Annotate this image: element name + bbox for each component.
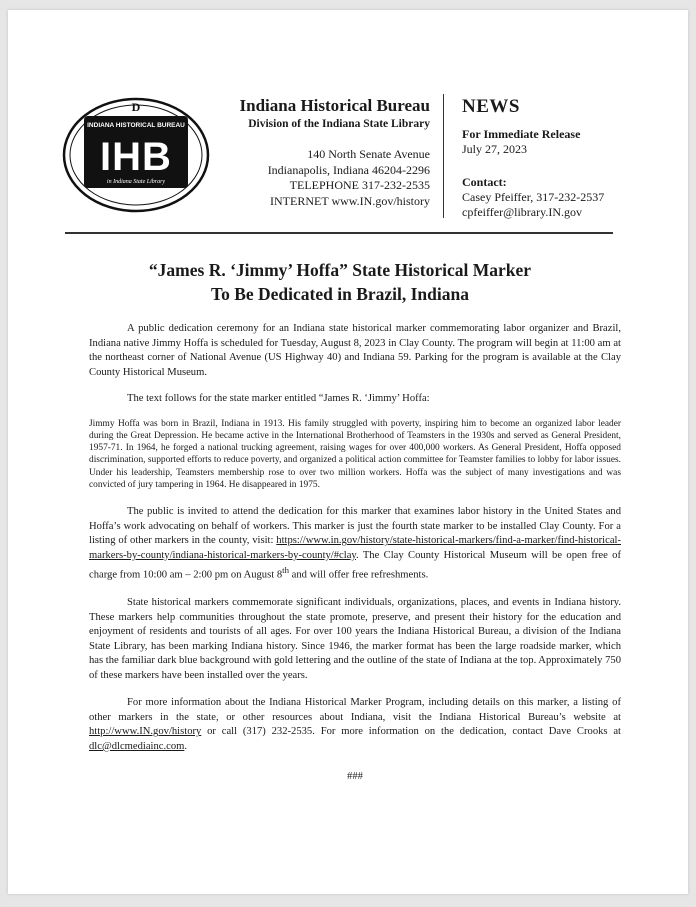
paragraph-more-info [89, 696, 621, 754]
org-internet: INTERNET www.IN.gov/history [270, 193, 430, 208]
org-name: Indiana Historical Bureau [239, 96, 430, 115]
invitation-superscript: th [282, 565, 289, 576]
invitation-text-a: The public is invited to attend the dedication for this marker that examines labor history in the United States and Hoffa’s work advocating on behalf of workers. This marker is just the fourth state marker to be installed Clay County. For a listing of other markers in the county, visit: [89, 506, 621, 547]
org-address [214, 147, 430, 209]
logo-arc-text: INDIANA HISTORICAL BUREAU [87, 122, 185, 129]
org-city: Indianapolis, Indiana 46204-2296 [267, 162, 430, 177]
end-mark: ### [347, 771, 363, 783]
paragraph-about-markers: State historical markers commemorate significant individuals, organizations, places, and events in Indiana history. These markers help communities throughout the state promote, preserve, and present their history for the education and enjoyment of residents and tourists of all ages. For over 100 years the Indiana Historical Bureau, a division of the Indiana State Library, has been marking Indiana history. Since 1946, the marker format has been the large roadside marker, which has the familiar dark blue background with gold lettering and the outline of the state of Indiana at the top. Approximately 750 of these markers have been installed over the years. [89, 597, 621, 681]
logo-tagline: in Indiana State Library [106, 179, 166, 185]
header-divider-horizontal [65, 232, 613, 234]
contact-name: Casey Pfeiffer, 317-232-2537 [462, 190, 605, 204]
dedication-contact-email-link[interactable]: dlc@dlcmediainc.com [89, 740, 185, 752]
more-info-text-c: . [184, 740, 188, 752]
more-info-text-b: or call (317) 232-2535. For more information on the dedication, contact Dave Crooks at [201, 726, 621, 738]
ihb-website-link[interactable]: http://www.IN.gov/history [89, 726, 202, 738]
headline-line1: “James R. ‘Jimmy’ Hoffa” State Historical Marker [148, 260, 532, 280]
paragraph-marker-intro: The text follows for the state marker entitled “James R. ‘Jimmy’ Hoffa: [127, 393, 430, 404]
logo-top-letter: D [131, 100, 141, 114]
invitation-text-c: and will offer free refreshments. [289, 569, 429, 581]
org-street: 140 North Senate Avenue [307, 147, 430, 161]
contact-label: Contact: [462, 175, 507, 189]
org-division: Division of the Indiana State Library [248, 118, 430, 130]
headline-line2: To Be Dedicated in Brazil, Indiana [211, 284, 469, 304]
headline [50, 258, 630, 306]
contact-email: cpfeiffer@library.IN.gov [462, 205, 582, 219]
org-telephone: TELEPHONE 317-232-2535 [289, 178, 430, 192]
logo-letters: IHB [100, 135, 172, 179]
paragraph-marker-text: Jimmy Hoffa was born in Brazil, Indiana in 1913. His family struggled with poverty, inspiring him to become an organized labor leader during the Great Depression. He became active in the International Brotherhood of Teamsters in the 1930s and served as General President, 1957-71. In 1964, he forged a national trucking agreement, raising wages for over 400,000 workers. As General President, Hoffa opposed discrimination, supported efforts to reduce poverty, and organized a political action committee for Teamster families to lobby for labor issues. Under his leadership, Teamsters membership rose to over two million workers. Hoffa was the subject of many investigations and was convicted of jury tampering in 1964. He disappeared in 1975. [89, 418, 621, 490]
news-block [462, 96, 662, 220]
markers-by-county-link[interactable]: https://www.in.gov/history/state-historical-markers/find-a-marker/find-historical-markers-by-county/indiana-historical-markers-by-county/#clay [89, 535, 621, 561]
org-block [214, 96, 430, 209]
paragraph-announcement: A public dedication ceremony for an Indiana state historical marker commemorating labor organizer and Brazil, Indiana native Jimmy Hoffa is scheduled for Tuesday, August 8, 2023 in Clay County. The program will begin at 11:00 am at the northeast corner of National Avenue (US Highway 40) and Indiana 59. Parking for the program is available at the Clay County Historical Museum. [89, 323, 621, 378]
invitation-text-b: . The Clay County Historical Museum will be open free of charge from 10:00 am – 2:00 pm on August 8 [89, 549, 621, 581]
ihb-logo [62, 96, 210, 214]
contact-block [462, 175, 662, 220]
paragraph-invitation [89, 505, 621, 583]
more-info-text-a: For more information about the Indiana Historical Marker Program, including details on this marker, a listing of other markers in the state, or other resources about Indiana, visit the Indiana Historical Bureau’s website at [89, 697, 621, 723]
body-text [89, 322, 621, 785]
header-divider-vertical [443, 94, 444, 218]
release-label: For Immediate Release [462, 127, 581, 141]
news-title: NEWS [462, 96, 520, 117]
release-date: July 27, 2023 [462, 142, 528, 156]
